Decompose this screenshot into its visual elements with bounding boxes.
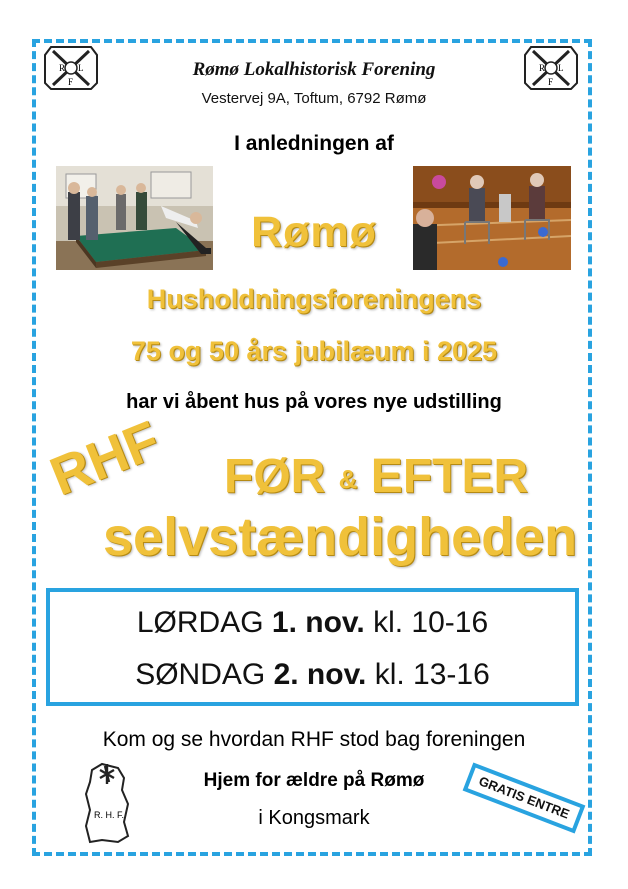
location-text: i Kongsmark <box>258 807 370 829</box>
logo-letter-l: L <box>78 63 84 73</box>
date-date: 2. nov. <box>273 658 367 691</box>
date-time: kl. 13-16 <box>374 658 490 691</box>
occasion-text: I anledningen af <box>234 132 394 155</box>
exhibition-title <box>224 449 528 504</box>
organization-name: Rømø Lokalhistorisk Forening <box>192 59 436 80</box>
logo-letter-f: F <box>548 77 554 87</box>
date-day: LØRDAG <box>136 606 264 639</box>
free-entry-stamp: GRATIS ENTRE <box>463 762 586 833</box>
logo-letter-l: L <box>558 63 564 73</box>
organization-address: Vestervej 9A, Toftum, 6792 Rømø <box>201 90 427 107</box>
rhf-figure-logo <box>78 760 140 846</box>
jubilee-title: 75 og 50 års jubilæum i 2025 <box>130 336 498 366</box>
date-line-saturday <box>50 606 575 640</box>
dates-box <box>46 588 579 706</box>
logo-letter-r: R <box>59 63 66 73</box>
exhibition-subtitle: selvstændigheden <box>103 507 578 567</box>
date-time: kl. 10-16 <box>373 606 489 639</box>
logo-letter-r: R <box>539 63 546 73</box>
exhibition-after: EFTER <box>370 450 529 503</box>
home-for-elderly-text: Hjem for ældre på Rømø <box>203 770 425 791</box>
date-day: SØNDAG <box>135 658 266 691</box>
exhibition-before: FØR <box>224 450 326 503</box>
figure-letters: R. H. F. <box>94 810 125 820</box>
come-see-text: Kom og se hvordan RHF stod bag foreningen <box>102 728 526 751</box>
date-date: 1. nov. <box>271 606 365 639</box>
exhibition-ampersand: & <box>338 463 358 494</box>
date-line-sunday <box>50 658 575 692</box>
rhf-acronym: RHF <box>42 409 168 508</box>
logo-letter-f: F <box>68 77 74 87</box>
open-house-text: har vi åbent hus på vores nye udstilling <box>126 391 502 413</box>
place-title: Rømø <box>251 208 377 256</box>
association-title: Husholdningsforeningens <box>146 284 482 314</box>
